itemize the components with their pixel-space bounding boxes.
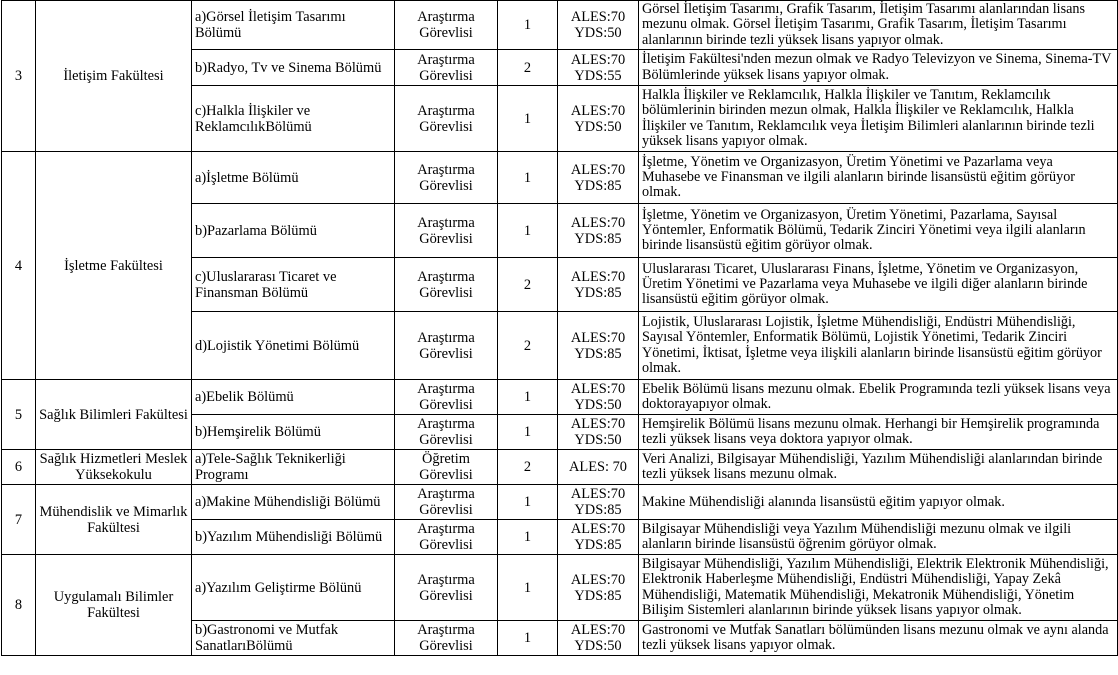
position-count-cell: 1: [498, 1, 558, 50]
exam-requirement: ALES:70: [570, 102, 626, 119]
exam-requirement: YDS:85: [574, 177, 622, 194]
conditions-cell: Bilgisayar Mühendisliği, Yazılım Mühendisliği, Elektrik Elektronik Mühendisliği, Elektronik Haberleşme Mühendisliği, Endüstri Mühendisliği, Yapay Zekâ Mühendisliği, Matematik Mühendisliği, Mekatronik Mühendisliği, Yönetim Bilişim Sistemleri alanlarının birinde yüksek lisans yapıyor olmak.: [639, 555, 1118, 621]
department-cell: a)Makine Mühendisliği Bölümü: [192, 485, 395, 520]
exam-requirements-cell: [558, 450, 639, 485]
positions-table-body: [2, 1, 1118, 656]
faculty-number-cell: 3: [2, 1, 36, 152]
exam-requirement: YDS:50: [574, 638, 622, 655]
conditions-cell: Makine Mühendisliği alanında lisansüstü eğitim yapıyor olmak.: [639, 485, 1118, 520]
exam-requirement: ALES:70: [570, 268, 626, 285]
department-cell: a)Tele-Sağlık Teknikerliği Programı: [192, 450, 395, 485]
exam-requirement: ALES:70: [570, 381, 626, 398]
position-count-cell: 2: [498, 50, 558, 86]
department-cell: a)Yazılım Geliştirme Bölünü: [192, 555, 395, 621]
exam-requirements-cell: [558, 204, 639, 258]
exam-requirement: ALES:70: [570, 486, 626, 503]
position-title-cell: Araştırma Görevlisi: [395, 485, 498, 520]
table-row: [2, 152, 1118, 204]
exam-requirements-cell: [558, 415, 639, 450]
faculty-number-cell: 4: [2, 152, 36, 380]
exam-requirements-cell: [558, 485, 639, 520]
position-title-cell: Araştırma Görevlisi: [395, 50, 498, 86]
table-row: [2, 380, 1118, 415]
exam-requirement: YDS:85: [574, 502, 622, 519]
conditions-cell: Lojistik, Uluslararası Lojistik, İşletme Mühendisliği, Endüstri Mühendisliği, Sayısal Yöntemler, Enformatik Bölümü, Lojistik Yönetimi, Tedarik Zinciri Yönetimi, İktisat, İşletme veya ilişkili alanların birinde lisansüstü eğitim görüyor olmak.: [639, 312, 1118, 380]
department-cell: d)Lojistik Yönetimi Bölümü: [192, 312, 395, 380]
exam-requirement: ALES:70: [570, 51, 626, 68]
department-cell: b)Pazarlama Bölümü: [192, 204, 395, 258]
exam-requirement: ALES:70: [570, 416, 626, 433]
position-title-cell: Araştırma Görevlisi: [395, 204, 498, 258]
conditions-cell: Ebelik Bölümü lisans mezunu olmak. Ebelik Programında tezli yüksek lisans veya doktorayapıyor olmak.: [639, 380, 1118, 415]
faculty-name-cell: İşletme Fakültesi: [36, 152, 192, 380]
conditions-cell: Hemşirelik Bölümü lisans mezunu olmak. Herhangi bir Hemşirelik programında tezli yüksek lisans veya doktora yapıyor olmak.: [639, 415, 1118, 450]
position-title-cell: Araştırma Görevlisi: [395, 520, 498, 555]
exam-requirements-cell: [558, 86, 639, 152]
table-row: [2, 485, 1118, 520]
position-title-cell: Öğretim Görevlisi: [395, 450, 498, 485]
position-title-cell: Araştırma Görevlisi: [395, 152, 498, 204]
exam-requirement: ALES: 70: [569, 459, 627, 476]
exam-requirements-cell: [558, 152, 639, 204]
conditions-cell: Veri Analizi, Bilgisayar Mühendisliği, Yazılım Mühendisliği alanlarından birinde tezli yüksek lisans mezunu olmak.: [639, 450, 1118, 485]
position-title-cell: Araştırma Görevlisi: [395, 621, 498, 656]
exam-requirement: YDS:55: [574, 67, 622, 84]
position-title-cell: Araştırma Görevlisi: [395, 380, 498, 415]
exam-requirements-cell: [558, 380, 639, 415]
exam-requirement: ALES:70: [570, 9, 626, 26]
position-title-cell: Araştırma Görevlisi: [395, 415, 498, 450]
exam-requirement: YDS:50: [574, 397, 622, 414]
exam-requirements-cell: [558, 621, 639, 656]
position-count-cell: 1: [498, 86, 558, 152]
faculty-name-cell: Uygulamalı Bilimler Fakültesi: [36, 555, 192, 656]
exam-requirement: YDS:85: [574, 537, 622, 554]
table-row: [2, 555, 1118, 621]
position-count-cell: 2: [498, 450, 558, 485]
position-title-cell: Araştırma Görevlisi: [395, 86, 498, 152]
position-count-cell: 1: [498, 415, 558, 450]
position-title-cell: Araştırma Görevlisi: [395, 1, 498, 50]
exam-requirements-cell: [558, 520, 639, 555]
exam-requirement: ALES:70: [570, 161, 626, 178]
department-cell: c)Halkla İlişkiler ve ReklamcılıkBölümü: [192, 86, 395, 152]
exam-requirement: ALES:70: [570, 214, 626, 231]
conditions-cell: Görsel İletişim Tasarımı, Grafik Tasarım, İletişim Tasarımı alanlarından lisans mezunu olmak. Görsel İletişim Tasarımı, Grafik Tasarım, İletişim Tasarımı alanlarının birinde tezli yüksek lisans yapıyor olmak.: [639, 1, 1118, 50]
exam-requirement: YDS:85: [574, 284, 622, 301]
faculty-name-cell: Sağlık Bilimleri Fakültesi: [36, 380, 192, 450]
position-title-cell: Araştırma Görevlisi: [395, 555, 498, 621]
table-row: [2, 450, 1118, 485]
faculty-number-cell: 6: [2, 450, 36, 485]
department-cell: b)Radyo, Tv ve Sinema Bölümü: [192, 50, 395, 86]
position-count-cell: 2: [498, 258, 558, 312]
position-title-cell: Araştırma Görevlisi: [395, 258, 498, 312]
exam-requirement: YDS:85: [574, 587, 622, 604]
conditions-cell: Halkla İlişkiler ve Reklamcılık, Halkla İlişkiler ve Tanıtım, Reklamcılık bölümlerinin birinden mezun olmak, Halkla İlişkiler ve Reklamcılık, Halkla İlişkiler ve Tanıtım, Reklamcılık veya İletişim Bilimleri alanlarının birinde tezli yüksek lisans yapıyor olmak.: [639, 86, 1118, 152]
exam-requirements-cell: [558, 555, 639, 621]
exam-requirement: YDS:50: [574, 432, 622, 449]
position-count-cell: 1: [498, 520, 558, 555]
faculty-number-cell: 8: [2, 555, 36, 656]
exam-requirement: ALES:70: [570, 622, 626, 639]
position-count-cell: 2: [498, 312, 558, 380]
faculty-name-cell: İletişim Fakültesi: [36, 1, 192, 152]
department-cell: c)Uluslararası Ticaret ve Finansman Bölümü: [192, 258, 395, 312]
conditions-cell: Bilgisayar Mühendisliği veya Yazılım Mühendisliği mezunu olmak ve ilgili alanların birinde lisansüstü öğrenim görüyor olmak.: [639, 520, 1118, 555]
faculty-number-cell: 7: [2, 485, 36, 555]
exam-requirement: YDS:50: [574, 25, 622, 42]
exam-requirement: YDS:85: [574, 230, 622, 247]
department-cell: b)Hemşirelik Bölümü: [192, 415, 395, 450]
department-cell: a)İşletme Bölümü: [192, 152, 395, 204]
positions-table: [1, 0, 1118, 656]
department-cell: b)Gastronomi ve Mutfak SanatlarıBölümü: [192, 621, 395, 656]
position-count-cell: 1: [498, 380, 558, 415]
exam-requirements-cell: [558, 1, 639, 50]
department-cell: a)Ebelik Bölümü: [192, 380, 395, 415]
position-count-cell: 1: [498, 204, 558, 258]
exam-requirement: ALES:70: [570, 329, 626, 346]
position-count-cell: 1: [498, 485, 558, 520]
exam-requirement: ALES:70: [570, 571, 626, 588]
exam-requirements-cell: [558, 258, 639, 312]
position-count-cell: 1: [498, 621, 558, 656]
conditions-cell: İşletme, Yönetim ve Organizasyon, Üretim Yönetimi, Pazarlama, Sayısal Yöntemler, Enformatik Bölümü, Tedarik Zinciri Yönetimi veya ilgili alanların birinde lisansüstü eğitim görüyor olmak.: [639, 204, 1118, 258]
exam-requirements-cell: [558, 312, 639, 380]
faculty-name-cell: Sağlık Hizmetleri Meslek Yüksekokulu: [36, 450, 192, 485]
conditions-cell: Gastronomi ve Mutfak Sanatları bölümünden lisans mezunu olmak ve aynı alanda tezli yüksek lisans yapıyor olmak.: [639, 621, 1118, 656]
position-title-cell: Araştırma Görevlisi: [395, 312, 498, 380]
exam-requirements-cell: [558, 50, 639, 86]
conditions-cell: İletişim Fakültesi'nden mezun olmak ve Radyo Televizyon ve Sinema, Sinema-TV Bölümlerinde yüksek lisans yapıyor olmak.: [639, 50, 1118, 86]
exam-requirement: YDS:85: [574, 345, 622, 362]
conditions-cell: İşletme, Yönetim ve Organizasyon, Üretim Yönetimi ve Pazarlama veya Muhasebe ve Finansman ve ilgili alanların birinde lisansüstü eğitim görüyor olmak.: [639, 152, 1118, 204]
faculty-number-cell: 5: [2, 380, 36, 450]
table-row: [2, 1, 1118, 50]
department-cell: a)Görsel İletişim Tasarımı Bölümü: [192, 1, 395, 50]
conditions-cell: Uluslararası Ticaret, Uluslararası Finans, İşletme, Yönetim ve Organizasyon, Üretim Yönetimi ve Pazarlama veya Muhasebe ve ilgili diğer alanların birinde lisansüstü eğitim görüyor olmak.: [639, 258, 1118, 312]
position-count-cell: 1: [498, 152, 558, 204]
department-cell: b)Yazılım Mühendisliği Bölümü: [192, 520, 395, 555]
position-count-cell: 1: [498, 555, 558, 621]
exam-requirement: YDS:50: [574, 118, 622, 135]
faculty-name-cell: Mühendislik ve Mimarlık Fakültesi: [36, 485, 192, 555]
exam-requirement: ALES:70: [570, 521, 626, 538]
